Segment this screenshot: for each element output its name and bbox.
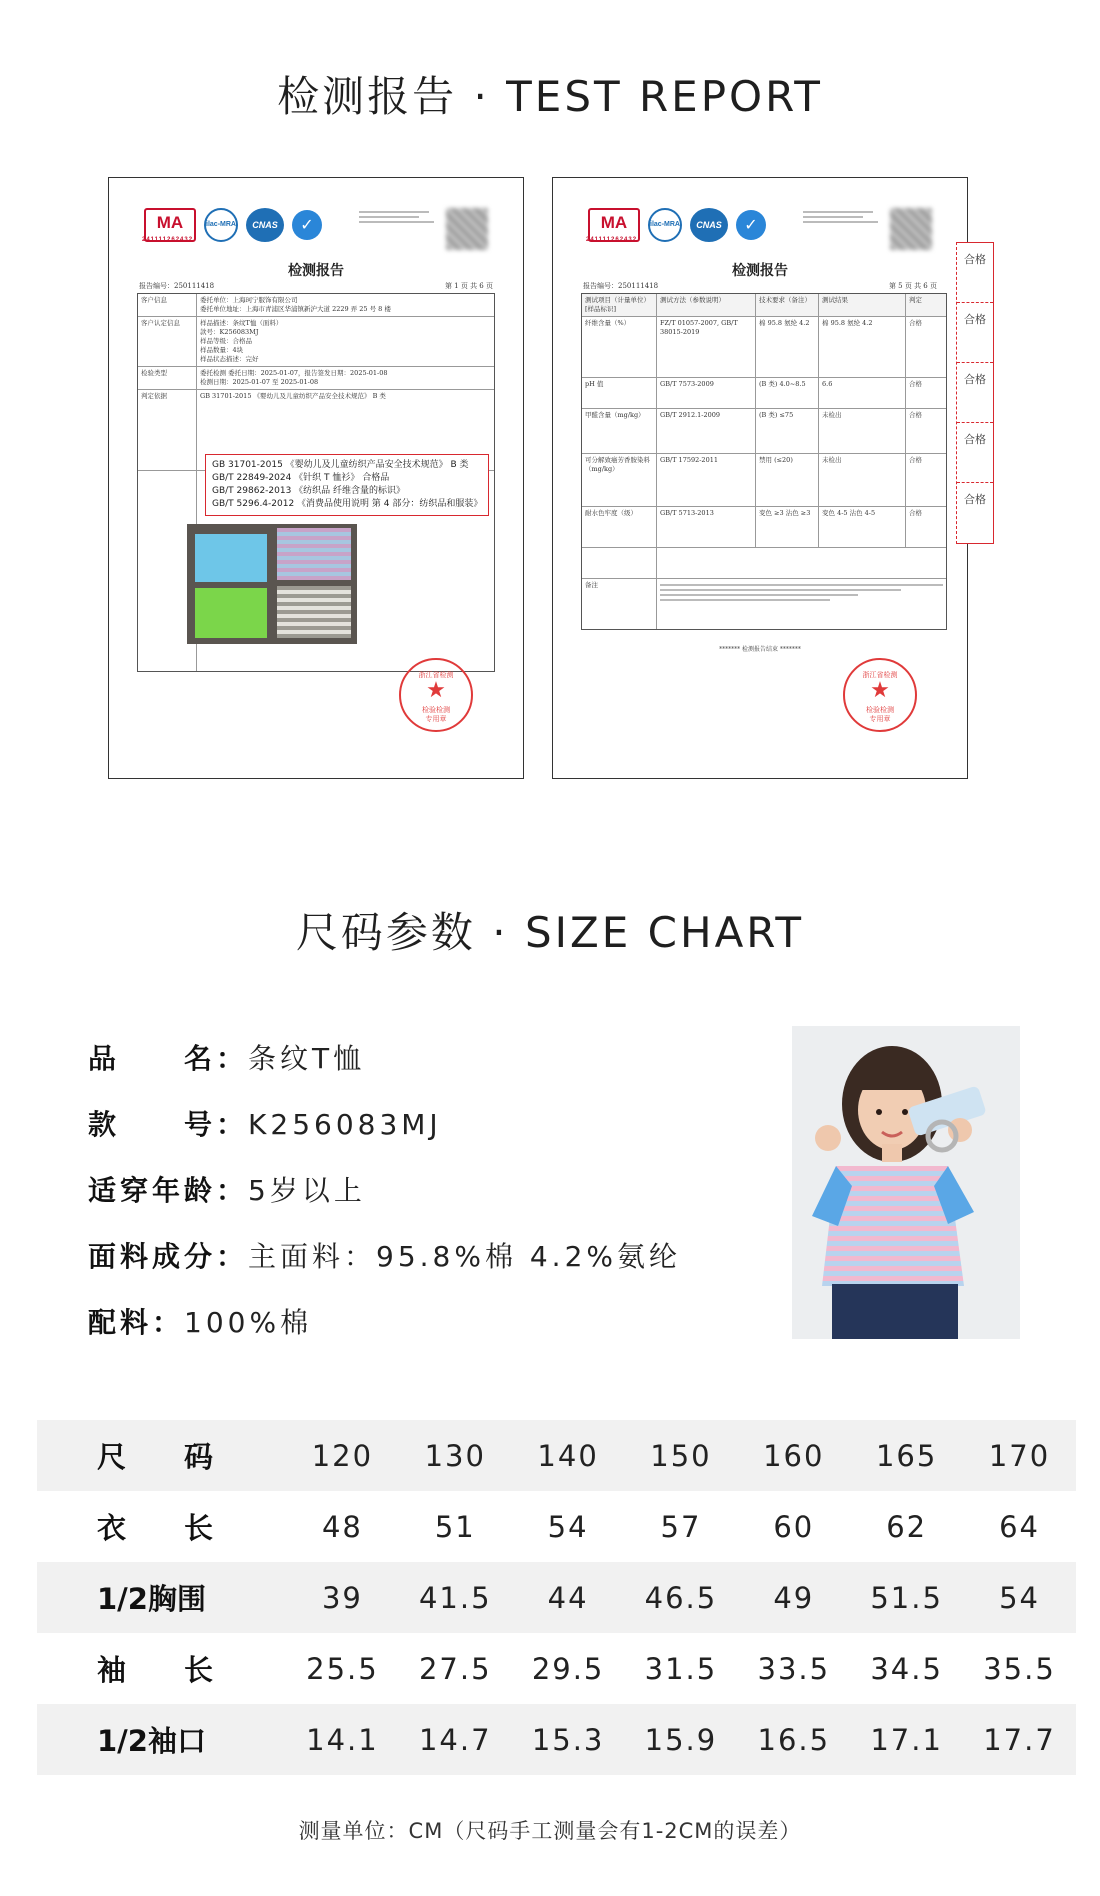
pass-tag: 合格: [964, 493, 986, 506]
table-row: 耐水色牢度（级） GB/T 5713-2013 变色 ≥3 沾色 ≥3 变色 4-5 沾色 4-5 合格: [582, 507, 946, 548]
official-seal: 浙江省检测 ★ 检验检测 专用章: [399, 658, 473, 732]
table-row: [582, 548, 946, 579]
lab-contact-text: [803, 208, 878, 226]
pass-tag: 合格: [957, 363, 993, 423]
accreditation-logos: [144, 208, 322, 242]
product-info: [88, 1035, 681, 1365]
cma-logo: MA 241111262432: [144, 208, 196, 242]
report-page-5: [552, 177, 968, 779]
table-row: 判定依据 GB 31701-2015 《婴幼儿及儿童纺织产品安全技术规范》 B 类: [138, 390, 494, 471]
check-logo: ✓: [736, 210, 766, 240]
accreditation-logos: [588, 208, 766, 242]
cnas-logo: CNAS: [246, 208, 284, 242]
qr-code-blurred: [446, 208, 488, 250]
report-meta: [583, 281, 937, 291]
product-style-row: 款 号：K256083MJ: [88, 1108, 442, 1141]
official-seal: 浙江省检测 ★ 检验检测 专用章: [843, 658, 917, 732]
standards-callout: GB 31701-2015 《婴幼儿及儿童纺织产品安全技术规范》 B 类 GB/T 22849-2024 《针织 T 恤衫》 合格品 GB/T 29862-2013 《纺织品 纤维含量的标识》 GB/T 5296.4-2012 《消费品使用说明 第 4 部分：纺织品和服装》: [205, 454, 489, 516]
report-title: 检测报告: [732, 263, 788, 279]
product-fabric-row: 面料成分：主面料：95.8%棉 4.2%氨纶: [88, 1240, 682, 1273]
cnas-logo: CNAS: [690, 208, 728, 242]
size-chart-title: 尺码参数 · SIZE CHART: [295, 908, 805, 957]
lab-contact-text: [359, 208, 434, 226]
cma-logo: MA 241111262432: [588, 208, 640, 242]
size-row-length: 衣 长 48 51 54 57 60 62 64: [97, 1509, 1040, 1545]
report-page-1: [108, 177, 524, 779]
report-title: 检测报告: [288, 263, 344, 279]
product-name-row: 品 名：条纹T恤: [88, 1042, 366, 1075]
model-photo: [792, 1026, 1020, 1339]
ilac-mra-logo: ilac-MRA: [204, 208, 238, 242]
size-row-sleeve-length: 袖 长 25.5 27.5 29.5 31.5 33.5 34.5 35.5: [97, 1651, 1056, 1687]
pass-tag: 合格: [957, 243, 993, 303]
pass-tag: 合格: [957, 303, 993, 363]
table-row: 检验类型 委托检测 委托日期：2025-01-07，报告签发日期：2025-01-08 检测日期：2025-01-07 至 2025-01-08: [138, 367, 494, 390]
measurement-note: 测量单位：CM（尺码手工测量会有1-2CM的误差）: [298, 1819, 802, 1843]
remarks-row: 备注: [582, 579, 946, 629]
check-logo: ✓: [292, 210, 322, 240]
model-illustration: [792, 1026, 1020, 1339]
sample-photo: [187, 524, 357, 644]
ilac-mra-logo: ilac-MRA: [648, 208, 682, 242]
size-header-row: 尺 码 120 130 140 150 160 165 170: [37, 1420, 1076, 1491]
table-row: 甲醛含量（mg/kg） GB/T 2912.1-2009 (B 类) ≤75 未检出 合格: [582, 409, 946, 454]
table-header-row: 测试项目（计量单位）[样品标识] 测试方法（参数说明） 技术要求（备注） 测试结果 判定: [582, 294, 946, 317]
report-meta: [139, 281, 493, 291]
test-report-title: 检测报告 · TEST REPORT: [277, 72, 823, 121]
qr-code-blurred: [890, 208, 932, 250]
table-row: 纤维含量（%） FZ/T 01057-2007, GB/T 38015-2019 棉 95.8 氨纶 4.2 棉 95.8 氨纶 4.2 合格: [582, 317, 946, 378]
report-page-number: 第 1 页 共 6 页: [444, 282, 493, 290]
report-number: 报告编号：250111418: [583, 282, 659, 290]
report-number: 报告编号：250111418: [139, 282, 215, 290]
table-row: 客户信息 委托单位：上海珂宁服饰有限公司 委托单位地址：上海市青浦区华浦镇新沪大道 2229 弄 25 号 8 楼: [138, 294, 494, 317]
size-row-half-chest: 1/2胸围 39 41.5 44 46.5 49 51.5 54: [37, 1562, 1076, 1633]
product-lining-row: 配料：100%棉: [88, 1306, 313, 1339]
report-page-number: 第 5 页 共 6 页: [888, 282, 937, 290]
pass-tag: 合格: [957, 423, 993, 483]
table-row: 客户认定信息 样品描述：条纹T恤（面料） 款号：K256083MJ 样品等级：合格品 样品数量：4块 样品状态描述：完好: [138, 317, 494, 367]
report-end-text: ******* 检测报告结束 *******: [719, 646, 801, 653]
table-row: pH 值 GB/T 7573-2009 (B 类) 4.0~8.5 6.6 合格: [582, 378, 946, 409]
pass-tags: [956, 242, 994, 544]
size-row-half-cuff: 1/2袖口 14.1 14.7 15.3 15.9 16.5 17.1 17.7: [37, 1704, 1076, 1775]
report-results-table: [581, 293, 947, 630]
product-age-row: 适穿年龄：5岁以上: [88, 1174, 366, 1207]
size-table: [37, 1420, 1076, 1775]
table-row: 可分解致癌芳香胺染料（mg/kg） GB/T 17592-2011 禁用 (≤20) 未检出 合格: [582, 454, 946, 507]
